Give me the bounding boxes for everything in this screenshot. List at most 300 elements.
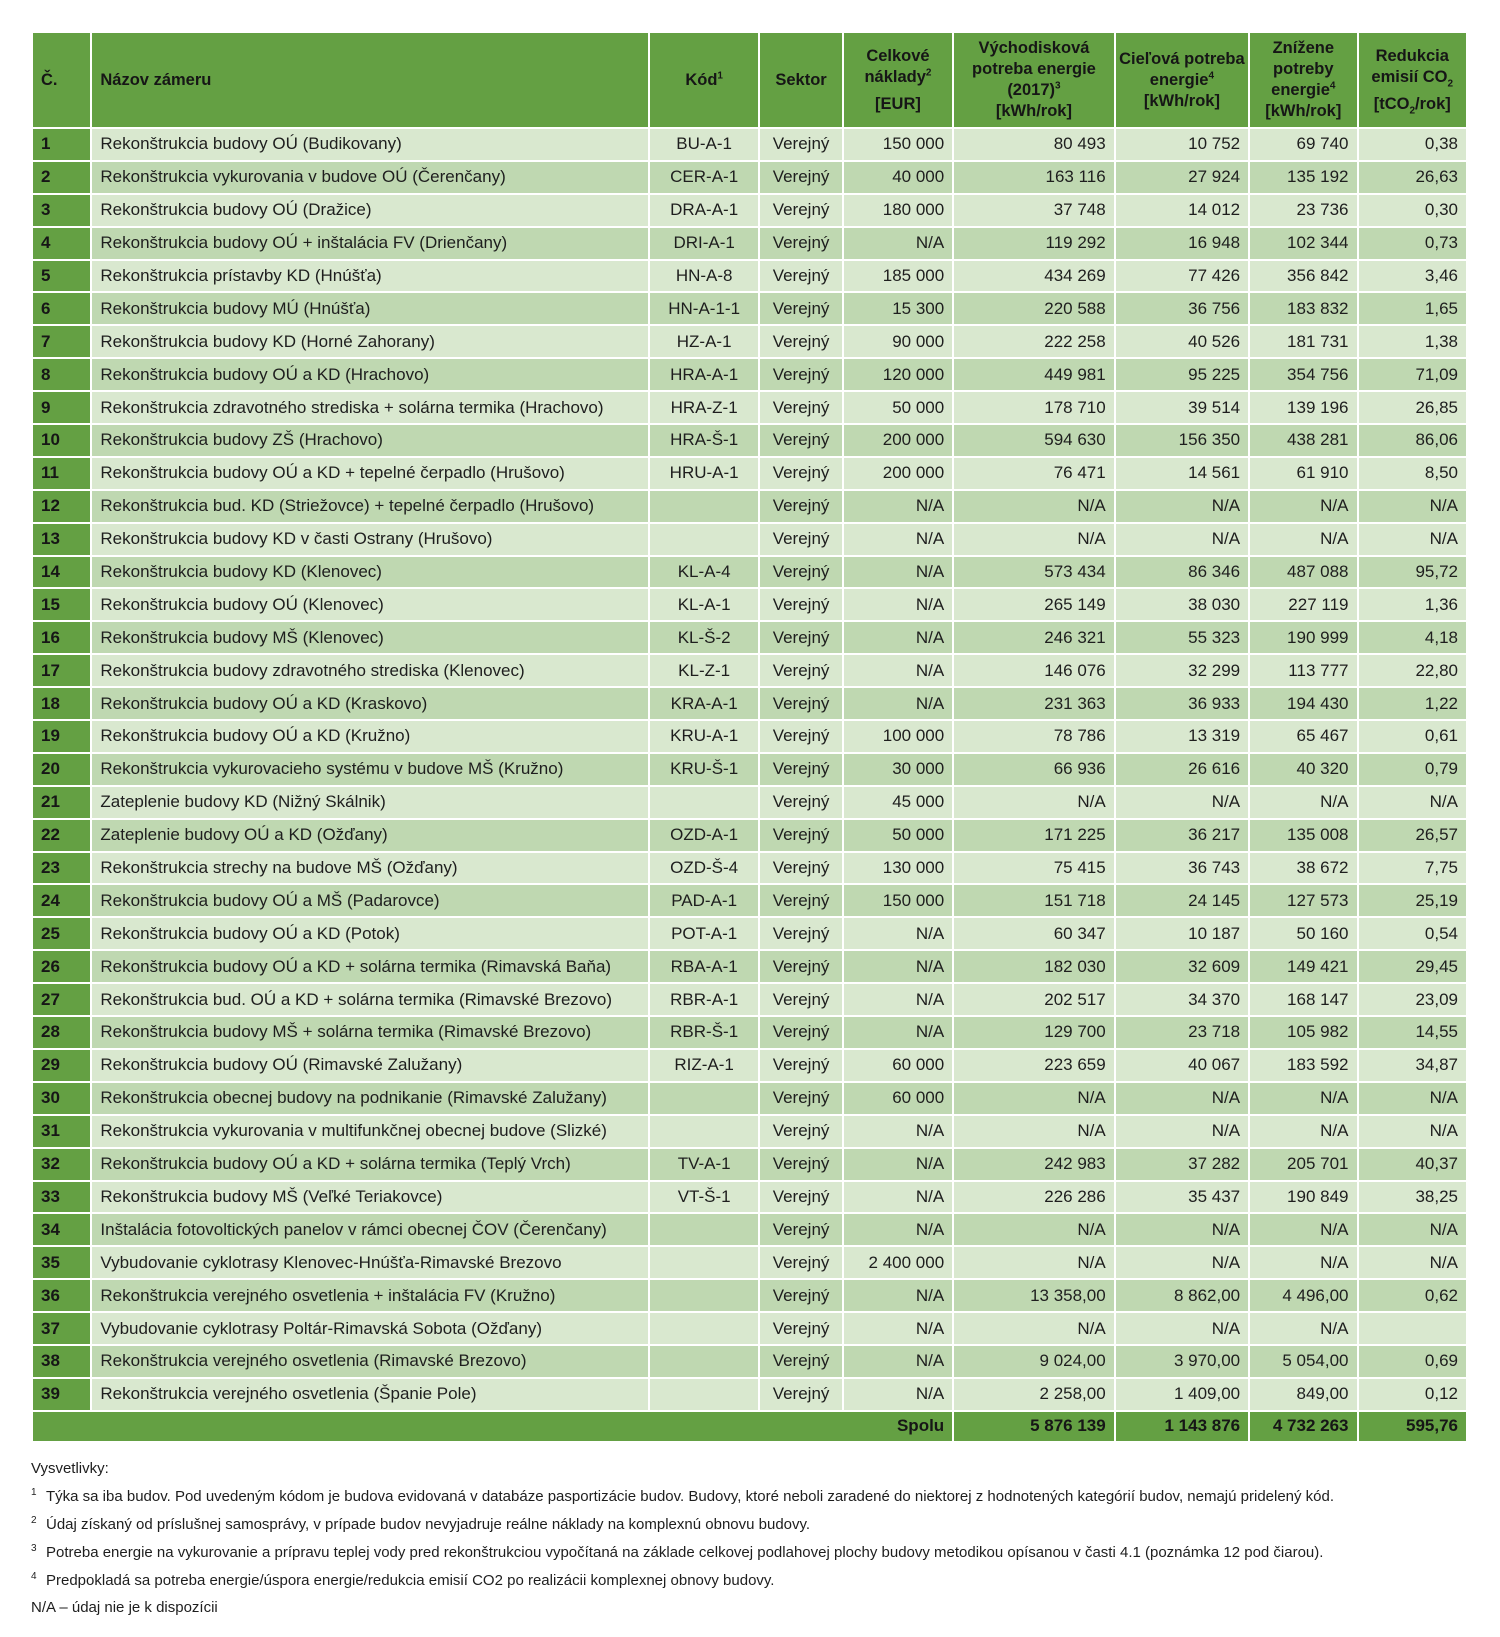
reduced-energy: 4 496,00 [1249, 1279, 1357, 1312]
project-sector: Verejný [759, 1016, 842, 1049]
project-cost: N/A [843, 490, 953, 523]
project-sector: Verejný [759, 457, 842, 490]
base-energy: 146 076 [953, 654, 1115, 687]
project-cost: 30 000 [843, 753, 953, 786]
project-code [649, 1279, 759, 1312]
project-cost: N/A [843, 1312, 953, 1345]
header-number: Č. [32, 32, 91, 128]
reduced-energy: N/A [1249, 1312, 1357, 1345]
project-cost: N/A [843, 1345, 953, 1378]
row-number: 33 [32, 1181, 91, 1214]
project-code: KL-A-4 [649, 556, 759, 589]
header-sector: Sektor [759, 32, 842, 128]
target-energy: 32 299 [1115, 654, 1249, 687]
project-sector: Verejný [759, 917, 842, 950]
table-row [32, 1016, 1467, 1049]
row-number: 12 [32, 490, 91, 523]
table-row [32, 358, 1467, 391]
project-cost: N/A [843, 556, 953, 589]
header-code [649, 32, 759, 128]
reduced-energy: 113 777 [1249, 654, 1357, 687]
target-energy: 27 924 [1115, 161, 1249, 194]
project-name: Rekonštrukcia budovy OÚ a KD + solárna termika (Teplý Vrch) [91, 1148, 649, 1181]
reduced-energy: 38 672 [1249, 852, 1357, 885]
base-energy: N/A [953, 523, 1115, 556]
base-energy: N/A [953, 1213, 1115, 1246]
base-energy: N/A [953, 1082, 1115, 1115]
base-energy: 202 517 [953, 983, 1115, 1016]
base-energy: 434 269 [953, 260, 1115, 293]
co2-reduction: 71,09 [1358, 358, 1468, 391]
header-base-unit: [kWh/rok] [995, 102, 1072, 120]
table-row [32, 917, 1467, 950]
row-number: 11 [32, 457, 91, 490]
table-row [32, 194, 1467, 227]
project-code: HRA-Z-1 [649, 391, 759, 424]
base-energy: 66 936 [953, 753, 1115, 786]
target-energy: 35 437 [1115, 1181, 1249, 1214]
footnote-marker: 4 [1329, 80, 1336, 92]
row-number: 6 [32, 292, 91, 325]
co2-reduction: 25,19 [1358, 884, 1468, 917]
table-row [32, 819, 1467, 852]
base-energy: 80 493 [953, 128, 1115, 161]
project-cost: N/A [843, 950, 953, 983]
project-name: Rekonštrukcia verejného osvetlenia (Rimavské Brezovo) [91, 1345, 649, 1378]
target-energy: 8 862,00 [1115, 1279, 1249, 1312]
header-co2-label: Redukcia emisií CO [1371, 46, 1449, 86]
project-cost: 40 000 [843, 161, 953, 194]
base-energy: N/A [953, 490, 1115, 523]
reduced-energy: N/A [1249, 1213, 1357, 1246]
base-energy: 60 347 [953, 917, 1115, 950]
co2-reduction: 1,38 [1358, 325, 1468, 358]
header-cost-unit: [EUR] [875, 94, 921, 113]
table-row [32, 950, 1467, 983]
project-cost: N/A [843, 1148, 953, 1181]
project-code [649, 1312, 759, 1345]
project-code: DRA-A-1 [649, 194, 759, 227]
project-code: KL-A-1 [649, 588, 759, 621]
project-name: Rekonštrukcia budovy MÚ (Hnúšťa) [91, 292, 649, 325]
target-energy: 23 718 [1115, 1016, 1249, 1049]
row-number: 38 [32, 1345, 91, 1378]
reduced-energy: 183 832 [1249, 292, 1357, 325]
project-name: Rekonštrukcia zdravotného strediska + solárna termika (Hrachovo) [91, 391, 649, 424]
reduced-energy: N/A [1249, 1246, 1357, 1279]
table-row [32, 1049, 1467, 1082]
header-co2-reduction [1358, 32, 1468, 128]
table-row [32, 457, 1467, 490]
project-name: Rekonštrukcia obecnej budovy na podnikanie (Rimavské Zalužany) [91, 1082, 649, 1115]
project-name: Rekonštrukcia budovy KD v časti Ostrany (Hrušovo) [91, 523, 649, 556]
table-body [32, 128, 1467, 1411]
reduced-energy: 135 192 [1249, 161, 1357, 194]
row-number: 25 [32, 917, 91, 950]
project-code: HRA-A-1 [649, 358, 759, 391]
project-code: HN-A-1-1 [649, 292, 759, 325]
project-sector: Verejný [759, 424, 842, 457]
target-energy: 55 323 [1115, 621, 1249, 654]
target-energy: N/A [1115, 1312, 1249, 1345]
row-number: 8 [32, 358, 91, 391]
target-energy: 26 616 [1115, 753, 1249, 786]
reduced-energy: N/A [1249, 523, 1357, 556]
project-name: Rekonštrukcia vykurovacieho systému v budove MŠ (Kružno) [91, 753, 649, 786]
row-number: 5 [32, 260, 91, 293]
project-code [649, 1213, 759, 1246]
co2-reduction: 14,55 [1358, 1016, 1468, 1049]
base-energy: 119 292 [953, 227, 1115, 260]
base-energy: 594 630 [953, 424, 1115, 457]
reduced-energy: 65 467 [1249, 720, 1357, 753]
reduced-energy: N/A [1249, 786, 1357, 819]
co2-reduction: 38,25 [1358, 1181, 1468, 1214]
target-energy: 36 756 [1115, 292, 1249, 325]
project-code: HZ-A-1 [649, 325, 759, 358]
project-code [649, 786, 759, 819]
footnotes-title: Vysvetlivky: [31, 1460, 109, 1477]
base-energy: 2 258,00 [953, 1378, 1115, 1411]
target-energy: 32 609 [1115, 950, 1249, 983]
base-energy: 246 321 [953, 621, 1115, 654]
row-number: 17 [32, 654, 91, 687]
project-code: KL-Š-2 [649, 621, 759, 654]
project-sector: Verejný [759, 227, 842, 260]
co2-reduction: 26,85 [1358, 391, 1468, 424]
co2-reduction: N/A [1358, 786, 1468, 819]
footnote-2: 2 Údaj získaný od príslušnej samosprávy, v prípade budov nevyjadruje reálne náklady na komplexnú obnovu budovy. [31, 1515, 811, 1533]
reduced-energy: 23 736 [1249, 194, 1357, 227]
header-reduced-unit: [kWh/rok] [1265, 102, 1342, 120]
project-sector: Verejný [759, 325, 842, 358]
project-cost: 180 000 [843, 194, 953, 227]
project-code: RBA-A-1 [649, 950, 759, 983]
table-row [32, 161, 1467, 194]
project-sector: Verejný [759, 1345, 842, 1378]
row-number: 36 [32, 1279, 91, 1312]
project-sector: Verejný [759, 1312, 842, 1345]
total-base: 5 876 139 [953, 1411, 1115, 1442]
projects-table [31, 31, 1468, 1443]
project-name: Rekonštrukcia prístavby KD (Hnúšťa) [91, 260, 649, 293]
table-row [32, 753, 1467, 786]
co2-reduction: 0,61 [1358, 720, 1468, 753]
project-code: TV-A-1 [649, 1148, 759, 1181]
project-cost: N/A [843, 227, 953, 260]
footnote-na: N/A – údaj nie je k dispozícii [31, 1599, 218, 1616]
reduced-energy: 227 119 [1249, 588, 1357, 621]
project-name: Rekonštrukcia budovy OÚ a KD (Hrachovo) [91, 358, 649, 391]
header-reduced-label: Znížene potreby energie [1271, 39, 1335, 99]
project-sector: Verejný [759, 391, 842, 424]
project-cost: 200 000 [843, 424, 953, 457]
base-energy: 78 786 [953, 720, 1115, 753]
project-name: Rekonštrukcia bud. KD (Striežovce) + tepelné čerpadlo (Hrušovo) [91, 490, 649, 523]
project-sector: Verejný [759, 194, 842, 227]
row-number: 14 [32, 556, 91, 589]
base-energy: 151 718 [953, 884, 1115, 917]
project-name: Rekonštrukcia budovy OÚ a KD (Potok) [91, 917, 649, 950]
table-row [32, 983, 1467, 1016]
co2-reduction: N/A [1358, 1082, 1468, 1115]
reduced-energy: 50 160 [1249, 917, 1357, 950]
base-energy: 226 286 [953, 1181, 1115, 1214]
target-energy: 40 067 [1115, 1049, 1249, 1082]
table-row [32, 490, 1467, 523]
project-code: HRU-A-1 [649, 457, 759, 490]
table-row [32, 1279, 1467, 1312]
project-cost: 200 000 [843, 457, 953, 490]
project-sector: Verejný [759, 358, 842, 391]
row-number: 28 [32, 1016, 91, 1049]
table-row [32, 1345, 1467, 1378]
target-energy: 36 217 [1115, 819, 1249, 852]
co2-reduction: 0,12 [1358, 1378, 1468, 1411]
row-number: 27 [32, 983, 91, 1016]
co2-reduction: 3,46 [1358, 260, 1468, 293]
reduced-energy: 139 196 [1249, 391, 1357, 424]
reduced-energy: 69 740 [1249, 128, 1357, 161]
project-sector: Verejný [759, 588, 842, 621]
project-cost: 15 300 [843, 292, 953, 325]
project-name: Rekonštrukcia budovy zdravotného strediska (Klenovec) [91, 654, 649, 687]
reduced-energy: 135 008 [1249, 819, 1357, 852]
table-row [32, 260, 1467, 293]
project-cost: N/A [843, 687, 953, 720]
header-target-energy [1115, 32, 1249, 128]
target-energy: 14 561 [1115, 457, 1249, 490]
target-energy: 34 370 [1115, 983, 1249, 1016]
project-sector: Verejný [759, 687, 842, 720]
header-base-label: Východisková potreba energie (2017) [972, 39, 1096, 99]
table-row [32, 1312, 1467, 1345]
target-energy: 10 752 [1115, 128, 1249, 161]
project-sector: Verejný [759, 490, 842, 523]
target-energy: 24 145 [1115, 884, 1249, 917]
co2-reduction: 7,75 [1358, 852, 1468, 885]
reduced-energy: 438 281 [1249, 424, 1357, 457]
target-energy: 37 282 [1115, 1148, 1249, 1181]
base-energy: 182 030 [953, 950, 1115, 983]
project-sector: Verejný [759, 1279, 842, 1312]
co2-reduction: 34,87 [1358, 1049, 1468, 1082]
table-row [32, 391, 1467, 424]
project-code: BU-A-1 [649, 128, 759, 161]
reduced-energy: 102 344 [1249, 227, 1357, 260]
target-energy: 3 970,00 [1115, 1345, 1249, 1378]
reduced-energy: 181 731 [1249, 325, 1357, 358]
project-cost: N/A [843, 523, 953, 556]
reduced-energy: 149 421 [1249, 950, 1357, 983]
row-number: 22 [32, 819, 91, 852]
project-sector: Verejný [759, 983, 842, 1016]
row-number: 31 [32, 1115, 91, 1148]
project-code [649, 1378, 759, 1411]
project-code [649, 1115, 759, 1148]
reduced-energy: 105 982 [1249, 1016, 1357, 1049]
reduced-energy: 183 592 [1249, 1049, 1357, 1082]
base-energy: N/A [953, 1115, 1115, 1148]
reduced-energy: 61 910 [1249, 457, 1357, 490]
project-cost: 185 000 [843, 260, 953, 293]
project-name: Rekonštrukcia budovy OÚ a MŠ (Padarovce) [91, 884, 649, 917]
project-name: Rekonštrukcia budovy OÚ + inštalácia FV (Drienčany) [91, 227, 649, 260]
footnote-marker: 3 [1055, 80, 1061, 92]
row-number: 1 [32, 128, 91, 161]
table-row [32, 227, 1467, 260]
co2-reduction: 0,79 [1358, 753, 1468, 786]
co2-reduction: N/A [1358, 490, 1468, 523]
project-code: HRA-Š-1 [649, 424, 759, 457]
project-name: Rekonštrukcia budovy OÚ (Budikovany) [91, 128, 649, 161]
co2-reduction: 0,73 [1358, 227, 1468, 260]
table-row [32, 720, 1467, 753]
project-code: KRA-A-1 [649, 687, 759, 720]
project-name: Rekonštrukcia budovy ZŠ (Hrachovo) [91, 424, 649, 457]
header-row [32, 32, 1467, 128]
project-cost: N/A [843, 588, 953, 621]
row-number: 2 [32, 161, 91, 194]
row-number: 21 [32, 786, 91, 819]
co2-reduction: 0,30 [1358, 194, 1468, 227]
row-number: 32 [32, 1148, 91, 1181]
project-cost: 50 000 [843, 391, 953, 424]
base-energy: 9 024,00 [953, 1345, 1115, 1378]
project-name: Rekonštrukcia budovy OÚ (Rimavské Zalužany) [91, 1049, 649, 1082]
project-code [649, 1246, 759, 1279]
project-sector: Verejný [759, 1181, 842, 1214]
co2-reduction: 95,72 [1358, 556, 1468, 589]
project-code [649, 523, 759, 556]
base-energy: 171 225 [953, 819, 1115, 852]
project-code [649, 1082, 759, 1115]
project-code: RBR-Š-1 [649, 1016, 759, 1049]
table-row [32, 786, 1467, 819]
footnotes [31, 1460, 1471, 1626]
target-energy: 13 319 [1115, 720, 1249, 753]
target-energy: 10 187 [1115, 917, 1249, 950]
project-code: KRU-A-1 [649, 720, 759, 753]
co2-reduction: 26,57 [1358, 819, 1468, 852]
table-row [32, 1082, 1467, 1115]
project-name: Rekonštrukcia budovy OÚ a KD + solárna termika (Rimavská Baňa) [91, 950, 649, 983]
target-energy: 1 409,00 [1115, 1378, 1249, 1411]
project-code: OZD-A-1 [649, 819, 759, 852]
project-sector: Verejný [759, 260, 842, 293]
project-sector: Verejný [759, 1378, 842, 1411]
row-number: 34 [32, 1213, 91, 1246]
reduced-energy: 354 756 [1249, 358, 1357, 391]
header-base-energy [953, 32, 1115, 128]
table-row [32, 325, 1467, 358]
base-energy: 75 415 [953, 852, 1115, 885]
reduced-energy: 127 573 [1249, 884, 1357, 917]
project-sector: Verejný [759, 1115, 842, 1148]
row-number: 29 [32, 1049, 91, 1082]
project-sector: Verejný [759, 852, 842, 885]
project-sector: Verejný [759, 753, 842, 786]
project-code: HN-A-8 [649, 260, 759, 293]
header-target-label: Cieľová potreba energie [1119, 49, 1245, 89]
co2-reduction [1358, 1312, 1468, 1345]
project-cost: N/A [843, 1213, 953, 1246]
project-sector: Verejný [759, 621, 842, 654]
project-code: RBR-A-1 [649, 983, 759, 1016]
row-number: 35 [32, 1246, 91, 1279]
base-energy: 13 358,00 [953, 1279, 1115, 1312]
table-row [32, 1148, 1467, 1181]
project-name: Rekonštrukcia vykurovania v budove OÚ (Čerenčany) [91, 161, 649, 194]
total-reduced: 4 732 263 [1249, 1411, 1357, 1442]
project-code: POT-A-1 [649, 917, 759, 950]
header-cost [843, 32, 953, 128]
project-cost: N/A [843, 1181, 953, 1214]
base-energy: 76 471 [953, 457, 1115, 490]
co2-reduction: 86,06 [1358, 424, 1468, 457]
target-energy: 77 426 [1115, 260, 1249, 293]
table-row [32, 654, 1467, 687]
target-energy: 95 225 [1115, 358, 1249, 391]
target-energy: 16 948 [1115, 227, 1249, 260]
total-row [32, 1411, 1467, 1442]
project-sector: Verejný [759, 128, 842, 161]
project-sector: Verejný [759, 786, 842, 819]
project-name: Rekonštrukcia budovy OÚ a KD (Kraskovo) [91, 687, 649, 720]
target-energy: N/A [1115, 490, 1249, 523]
project-cost: 150 000 [843, 884, 953, 917]
base-energy: 222 258 [953, 325, 1115, 358]
base-energy: 37 748 [953, 194, 1115, 227]
row-number: 24 [32, 884, 91, 917]
target-energy: N/A [1115, 1115, 1249, 1148]
base-energy: N/A [953, 1246, 1115, 1279]
co2-reduction: 0,69 [1358, 1345, 1468, 1378]
row-number: 19 [32, 720, 91, 753]
project-name: Rekonštrukcia verejného osvetlenia (Španie Pole) [91, 1378, 649, 1411]
project-name: Rekonštrukcia verejného osvetlenia + inštalácia FV (Kružno) [91, 1279, 649, 1312]
reduced-energy: N/A [1249, 1115, 1357, 1148]
project-name: Rekonštrukcia budovy OÚ a KD (Kružno) [91, 720, 649, 753]
row-number: 30 [32, 1082, 91, 1115]
project-name: Rekonštrukcia budovy OÚ (Klenovec) [91, 588, 649, 621]
row-number: 16 [32, 621, 91, 654]
co2-reduction: 0,38 [1358, 128, 1468, 161]
row-number: 18 [32, 687, 91, 720]
header-code-label: Kód [685, 70, 718, 89]
target-energy: 36 743 [1115, 852, 1249, 885]
footnote-4: 4 Predpokladá sa potreba energie/úspora energie/redukcia emisií CO2 po realizácii komplexnej obnovy budovy. [31, 1571, 775, 1589]
reduced-energy: N/A [1249, 490, 1357, 523]
reduced-energy: 40 320 [1249, 753, 1357, 786]
row-number: 37 [32, 1312, 91, 1345]
project-sector: Verejný [759, 950, 842, 983]
project-name: Rekonštrukcia budovy MŠ + solárna termika (Rimavské Brezovo) [91, 1016, 649, 1049]
project-cost: N/A [843, 1016, 953, 1049]
project-name: Vybudovanie cyklotrasy Klenovec-Hnúšťa-Rimavské Brezovo [91, 1246, 649, 1279]
project-cost: 130 000 [843, 852, 953, 885]
project-sector: Verejný [759, 523, 842, 556]
target-energy: N/A [1115, 1213, 1249, 1246]
co2-reduction: 1,65 [1358, 292, 1468, 325]
row-number: 7 [32, 325, 91, 358]
reduced-energy: 205 701 [1249, 1148, 1357, 1181]
project-sector: Verejný [759, 884, 842, 917]
table-row [32, 292, 1467, 325]
co2-reduction: N/A [1358, 1115, 1468, 1148]
project-name: Rekonštrukcia budovy MŠ (Klenovec) [91, 621, 649, 654]
project-cost: N/A [843, 621, 953, 654]
